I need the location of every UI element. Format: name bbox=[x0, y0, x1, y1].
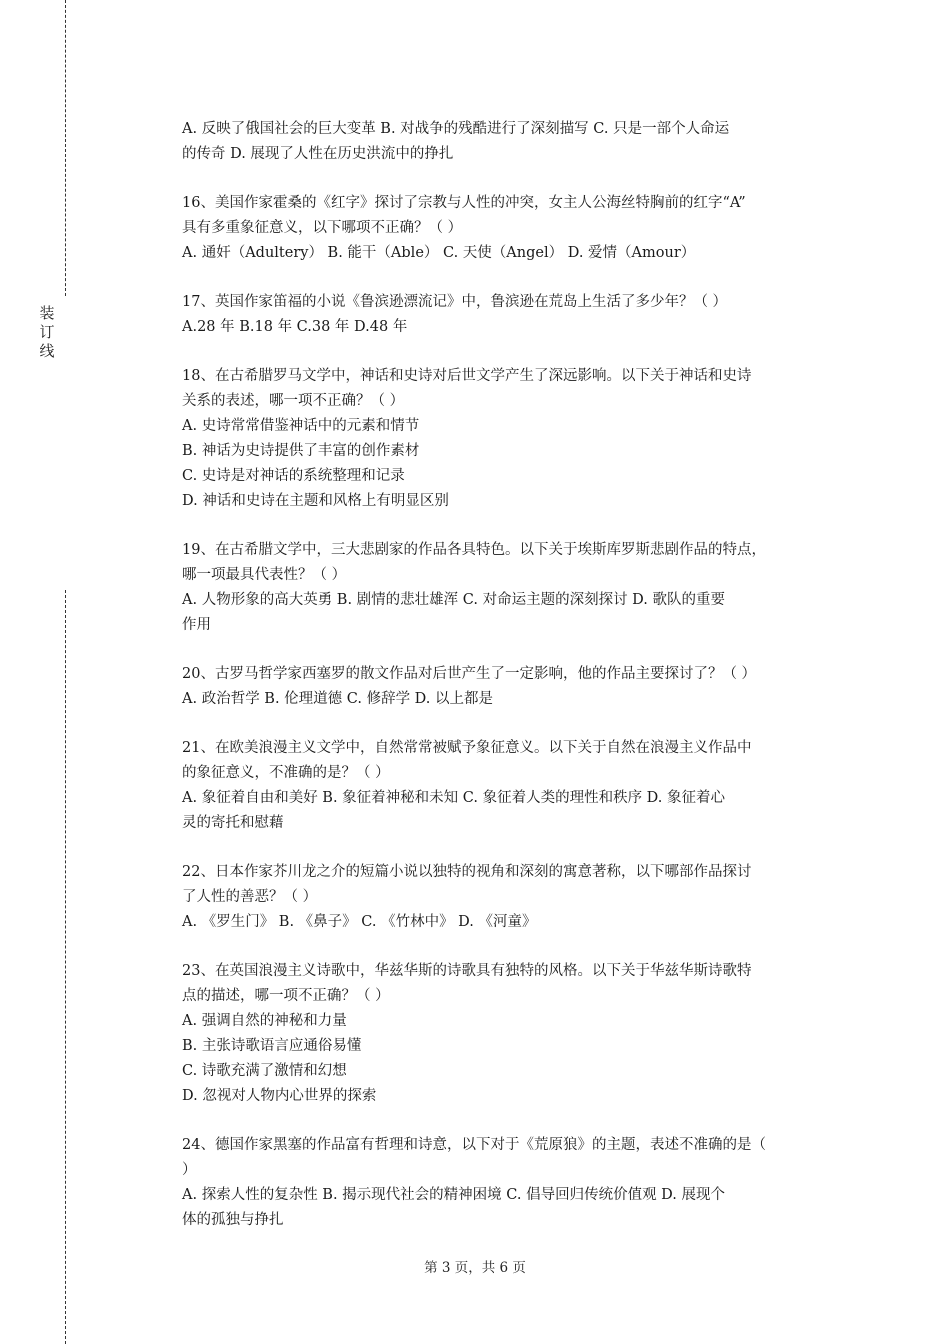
question-line: 20、古罗马哲学家西塞罗的散文作品对后世产生了一定影响，他的作品主要探讨了？（ ） bbox=[182, 666, 757, 682]
question-block-q15-options bbox=[182, 117, 847, 167]
binding-line-bottom bbox=[65, 590, 66, 1344]
question-line: A. 政治哲学 B. 伦理道德 C. 修辞学 D. 以上都是 bbox=[182, 691, 494, 707]
question-block-q24 bbox=[182, 1133, 847, 1233]
question-line: A. 反映了俄国社会的巨大变革 B. 对战争的残酷进行了深刻描写 C. 只是一部个人命运 bbox=[182, 121, 730, 137]
question-line: A. 象征着自由和美好 B. 象征着神秘和未知 C. 象征着人类的理性和秩序 D. 象征着心 bbox=[182, 790, 726, 806]
question-block-q17 bbox=[182, 290, 847, 340]
question-line: A. 人物形象的高大英勇 B. 剧情的悲壮雄浑 C. 对命运主题的深刻探讨 D. 歌队的重要 bbox=[182, 592, 726, 608]
question-line: 19、在古希腊文学中，三大悲剧家的作品各具特色。以下关于埃斯库罗斯悲剧作品的特点， bbox=[182, 542, 766, 558]
question-block-q23 bbox=[182, 959, 847, 1109]
page-number: 第 3 页，共 6 页 bbox=[424, 1260, 526, 1276]
binding-label bbox=[38, 304, 56, 361]
question-line: D. 神话和史诗在主题和风格上有明显区别 bbox=[182, 493, 449, 509]
binding-char: 线 bbox=[39, 342, 55, 360]
question-line: 关系的表述，哪一项不正确？（ ） bbox=[182, 393, 405, 409]
question-line: D. 忽视对人物内心世界的探索 bbox=[182, 1088, 377, 1104]
binding-char: 装 bbox=[39, 304, 55, 322]
question-line: A. 强调自然的神秘和力量 bbox=[182, 1013, 347, 1029]
question-line: 具有多重象征意义，以下哪项不正确？（ ） bbox=[182, 220, 463, 236]
question-line: A. 通奸（Adultery） B. 能干（Able） C. 天使（Angel） D. 爱情（Amour） bbox=[182, 245, 696, 261]
question-line: 哪一项最具代表性？（ ） bbox=[182, 567, 347, 583]
question-line: 24、德国作家黑塞的作品富有哲理和诗意，以下对于《荒原狼》的主题，表述不准确的是（ bbox=[182, 1137, 766, 1153]
question-block-q20 bbox=[182, 662, 847, 712]
question-block-q16 bbox=[182, 191, 847, 266]
question-line: 18、在古希腊罗马文学中，神话和史诗对后世文学产生了深远影响。以下关于神话和史诗 bbox=[182, 368, 752, 384]
binding-line-top bbox=[65, 0, 66, 296]
question-block-q18 bbox=[182, 364, 847, 514]
question-line: 23、在英国浪漫主义诗歌中，华兹华斯的诗歌具有独特的风格。以下关于华兹华斯诗歌特 bbox=[182, 963, 752, 979]
question-line: 了人性的善恶？（ ） bbox=[182, 889, 318, 905]
question-line: 17、英国作家笛福的小说《鲁滨逊漂流记》中，鲁滨逊在荒岛上生活了多少年？（ ） bbox=[182, 294, 728, 310]
question-line: 的传奇 D. 展现了人性在历史洪流中的挣扎 bbox=[182, 146, 454, 162]
question-line: A. 《罗生门》 B. 《鼻子》 C. 《竹林中》 D. 《河童》 bbox=[182, 914, 537, 930]
question-line: 22、日本作家芥川龙之介的短篇小说以独特的视角和深刻的寓意著称，以下哪部作品探讨 bbox=[182, 864, 752, 880]
question-line: ） bbox=[182, 1162, 197, 1178]
question-line: 作用 bbox=[182, 617, 211, 633]
question-block-q19 bbox=[182, 538, 847, 638]
question-line: 21、在欧美浪漫主义文学中，自然常常被赋予象征意义。以下关于自然在浪漫主义作品中 bbox=[182, 740, 752, 756]
question-content bbox=[182, 117, 847, 1233]
question-line: A. 史诗常常借鉴神话中的元素和情节 bbox=[182, 418, 420, 434]
question-line: 的象征意义，不准确的是？（ ） bbox=[182, 765, 390, 781]
question-line: B. 神话为史诗提供了丰富的创作素材 bbox=[182, 443, 420, 459]
question-line: 灵的寄托和慰藉 bbox=[182, 815, 284, 831]
question-block-q22 bbox=[182, 860, 847, 935]
question-line: 16、美国作家霍桑的《红字》探讨了宗教与人性的冲突，女主人公海丝特胸前的红字“A” bbox=[182, 195, 746, 211]
question-line: B. 主张诗歌语言应通俗易懂 bbox=[182, 1038, 362, 1054]
binding-char: 订 bbox=[39, 323, 55, 341]
question-line: A. 探索人性的复杂性 B. 揭示现代社会的精神困境 C. 倡导回归传统价值观 D. 展现个 bbox=[182, 1187, 726, 1203]
question-line: C. 诗歌充满了激情和幻想 bbox=[182, 1063, 347, 1079]
question-line: C. 史诗是对神话的系统整理和记录 bbox=[182, 468, 405, 484]
question-line: 点的描述，哪一项不正确？（ ） bbox=[182, 988, 390, 1004]
question-line: 体的孤独与挣扎 bbox=[182, 1212, 284, 1228]
question-line: A.28 年 B.18 年 C.38 年 D.48 年 bbox=[182, 319, 408, 335]
question-block-q21 bbox=[182, 736, 847, 836]
